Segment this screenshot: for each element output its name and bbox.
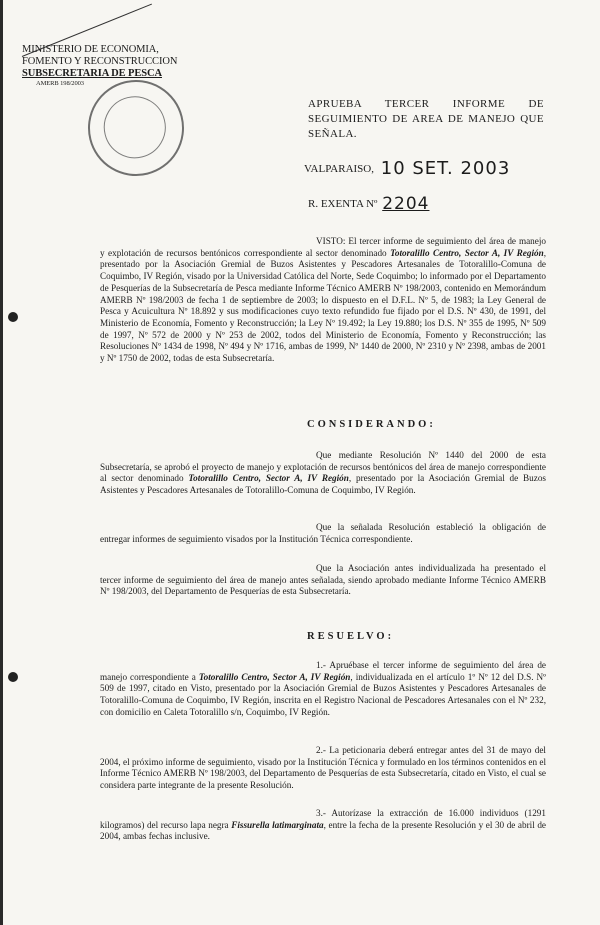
title-line-1: APRUEBA TERCER INFORME DE [308, 98, 544, 110]
header-line-3: SUBSECRETARIA DE PESCA [22, 68, 162, 79]
visto-lead: VISTO: El tercer informe de seguimiento del área de manejo y explotación de recursos bentónicos correspondiente al sector denominado [100, 236, 546, 258]
place-label: VALPARAISO, [304, 163, 374, 175]
dateline [304, 158, 510, 179]
considerando-p1-rest: , presentado por la Asociación Gremial de Buzos Asistentes y Pescadores Artesanales de Totoralillo-Comuna de Coquimbo, IV Región. [100, 473, 546, 496]
exenta-label: R. EXENTA Nº [308, 198, 378, 210]
header-line-2: FOMENTO Y RECONSTRUCCION [22, 56, 178, 67]
resuelvo-p3-lead: 3.- Autorízase la extracción de 16.000 individuos (1291 kilogramos) del recurso lapa negra [100, 808, 546, 830]
header-line-4: AMERB 198/2003 [36, 80, 84, 87]
resuelvo-paragraph-1 [100, 660, 546, 719]
considerando-paragraph-2: Que la señalada Resolución estableció la obligación de entregar informes de seguimiento visados por la Institución Técnica correspondiente. [100, 522, 546, 544]
date-stamp: 10 SET. 2003 [380, 158, 511, 179]
exenta-number: 2204 [382, 194, 430, 214]
resuelvo-p1-lead: 1.- Apruébase el tercer informe de seguimiento del área de manejo correspondiente a [100, 660, 546, 682]
resuelvo-paragraph-2: 2.- La peticionaria deberá entregar antes del 31 de mayo del 2004, el próximo informe de seguimiento, visado por la Institución Técnica y formulado en los términos contenidos en el Informe Técnico AMERB Nº 198/2003, del Departamento de Pesquerías de esta Subsecretaría, citado en Visto, el cual se considera parte integrante de la presente Resolución. [100, 745, 546, 791]
considerando-p1-sector: Totoralillo Centro, Sector A, IV Región [188, 473, 349, 484]
resuelvo-p3-rest: , entre la fecha de la presente Resolución y el 30 de abril de 2004, ambas fechas inclusive. [100, 819, 547, 842]
resuelvo-heading: RESUELVO: [307, 631, 395, 642]
resuelvo-p1-rest: , individualizada en el artículo 1º Nº 12 del D.S. Nº 509 de 1997, citado en Visto, presentado por la Asociación Gremial de Buzos Asistentes y Pescadores Artesanales de Totoralillo-Comuna de Coquimbo, IV Región, inscrita en el Registro Nacional de Pescadores Artesanales con el Nº 232, con domicilio en Caleta Totoralillo s/n, Coquimbo, IV Región. [100, 671, 547, 717]
considerando-p1-lead: Que mediante Resolución Nº 1440 del 2000 de esta Subsecretaría, se aprobó el proyecto de manejo y explotación de recursos bentónicos del área de manejo correspondiente al sector denominado [100, 450, 546, 484]
resolution-title [308, 97, 544, 142]
resuelvo-p1-sector: Totoralillo Centro, Sector A, IV Región [198, 671, 351, 682]
binder-hole [8, 312, 18, 322]
scan-edge [0, 0, 3, 925]
binder-hole [8, 672, 18, 682]
visto-sector: Totoralillo Centro, Sector A, IV Región [390, 247, 544, 258]
resuelvo-paragraph-3 [100, 808, 546, 843]
visto-paragraph [100, 236, 546, 365]
header-line-1: MINISTERIO DE ECONOMIA, [22, 44, 159, 55]
considerando-paragraph-3: Que la Asociación antes individualizada ha presentado el tercer informe de seguimiento del área de manejo antes señalada, siendo aprobado mediante Informe Técnico AMERB Nº 198/2003, del Departamento de Pesquerías de esta Subsecretaría. [100, 563, 546, 597]
seal-inner-ring [97, 90, 172, 165]
resuelvo-p3-species: Fissurella latimarginata [231, 819, 324, 830]
title-line-3: SEÑALA. [308, 128, 357, 140]
exenta-line [308, 194, 429, 214]
considerando-heading: CONSIDERANDO: [307, 419, 436, 430]
title-line-2: SEGUIMIENTO DE AREA DE MANEJO QUE [308, 113, 544, 125]
considerando-paragraph-1 [100, 450, 546, 497]
visto-rest: , presentado por la Asociación Gremial de Buzos Asistentes y Pescadores Artesanales de Totoralillo-Comuna de Coquimbo, IV Región, visado por la Universidad Católica del Norte, Sede Coquimbo; lo informado por el Departamento de Pesquerías de la Subsecretaría de Pesca mediante Informe Técnico AMERB Nº 198/2003, contenido en Memorándum AMERB Nº 198/2003 de fecha 1 de septiembre de 2003; lo dispuesto en el D.F.L. Nº 5, de 1983; la Ley General de Pesca y Acuicultura Nº 18.892 y sus modificaciones cuyo texto refundido fue fijado por el D.S. Nº 430, de 1991, del Ministerio de Economía, Fomento y Reconstrucción; la Ley Nº 19.492; la Ley 19.880; los D.S. Nº 355 de 1995, Nº 509 de 1997, Nº 572 de 2000 y Nº 253 de 2002, todos del Ministerio de Economía, Fomento y Reconstrucción; las Resoluciones Nº 1434 de 1998, Nº 494 y Nº 1716, ambas de 1999, Nº 1440 de 2000, Nº 2310 y Nº 2398, ambas de 2001 y Nº 1750 de 2002, todas de esta Subsecretaría. [100, 247, 547, 364]
